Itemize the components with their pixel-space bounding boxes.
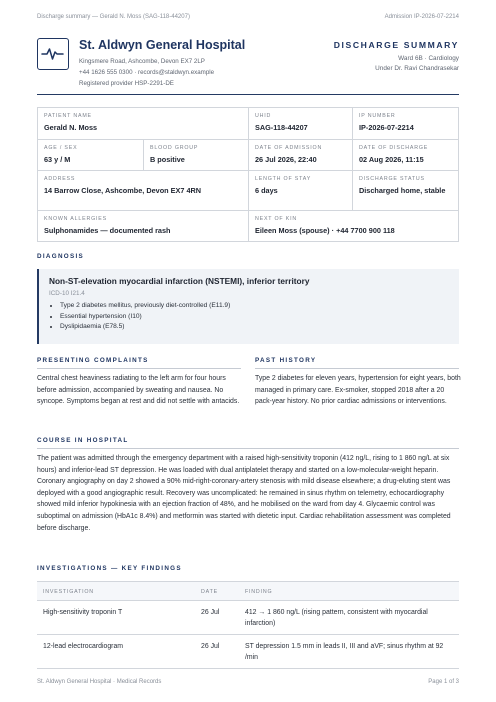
uhid-label: UHID	[255, 113, 272, 119]
hospital-logo	[37, 38, 69, 70]
past-history-rule	[255, 368, 459, 369]
length-of-stay-label: LENGTH OF STAY	[255, 176, 312, 182]
diagnosis-heading: DIAGNOSIS	[37, 253, 85, 260]
column-header-investigation: INVESTIGATION	[37, 582, 195, 601]
presenting-complaints-rule	[37, 368, 241, 369]
document-header	[37, 37, 459, 95]
investigation-date: 26 Jul	[195, 601, 239, 635]
blood-group-label: BLOOD GROUP	[150, 145, 199, 151]
hospital-name: St. Aldwyn General Hospital	[79, 38, 246, 52]
investigation-name: 12-lead electrocardiogram	[37, 635, 195, 669]
hospital-provider: Registered provider HSP-2291-DE	[79, 80, 174, 87]
allergies-cell	[38, 211, 248, 241]
blood-group-value: B positive	[150, 155, 185, 164]
patient-name-label: PATIENT NAME	[44, 113, 92, 119]
allergies-label: KNOWN ALLERGIES	[44, 216, 107, 222]
past-history-heading: PAST HISTORY	[255, 357, 317, 364]
running-header-left: Discharge summary — Gerald N. Moss (SAG-118-44207)	[37, 14, 190, 20]
footer-left: St. Aldwyn General Hospital · Medical Records	[37, 679, 162, 685]
running-header-right: Admission IP-2026-07-2214	[384, 14, 459, 20]
column-header-finding: FINDING	[239, 582, 459, 601]
ip-number-cell	[352, 108, 458, 139]
past-history-text: Type 2 diabetes for eleven years, hypertension for eight years, both managed in primary care. Ex-smoker, stopped 2018 after a 20 pack-year history. No prior cardiac admissions or interventions.	[255, 375, 461, 406]
admission-date-label: DATE OF ADMISSION	[255, 145, 323, 151]
uhid-cell	[248, 108, 352, 139]
blood-group-cell	[143, 140, 248, 170]
next-of-kin-cell	[248, 211, 458, 241]
length-of-stay-value: 6 days	[255, 186, 278, 195]
admission-date-value: 26 Jul 2026, 22:40	[255, 155, 317, 164]
discharge-status-value: Discharged home, stable	[359, 186, 446, 195]
age-sex-label: AGE / SEX	[44, 145, 78, 151]
course-rule	[37, 448, 459, 449]
investigation-finding: ST depression 1.5 mm in leads II, III and aVF; sinus rhythm at 92 /min	[239, 635, 459, 669]
patient-name-cell	[38, 108, 248, 139]
diagnosis-box	[37, 269, 459, 344]
heartbeat-icon	[41, 42, 64, 65]
address-cell	[38, 171, 248, 210]
investigation-date: 26 Jul	[195, 635, 239, 669]
running-header	[37, 14, 459, 20]
discharge-date-cell	[352, 140, 458, 170]
discharge-date-value: 02 Aug 2026, 11:15	[359, 155, 424, 164]
discharge-date-label: DATE OF DISCHARGE	[359, 145, 429, 151]
uhid-value: SAG-118-44207	[255, 123, 308, 132]
allergies-value: Sulphonamides — documented rash	[44, 226, 171, 235]
next-of-kin-value: Eileen Moss (spouse) · +44 7700 900 118	[255, 226, 395, 235]
age-sex-cell	[38, 140, 143, 170]
address-value: 14 Barrow Close, Ashcombe, Devon EX7 4RN	[44, 186, 202, 195]
secondary-diagnosis-list	[49, 301, 449, 333]
hospital-contact: +44 1626 555 0300 · records@staldwyn.example	[79, 69, 215, 76]
discharge-status-cell	[352, 171, 458, 210]
length-of-stay-cell	[248, 171, 352, 210]
ward-line: Ward 6B · Cardiology	[398, 55, 459, 62]
column-header-date: DATE	[195, 582, 239, 601]
course-heading: COURSE IN HOSPITAL	[37, 437, 129, 444]
investigation-finding: 412 → 1 860 ng/L (rising pattern, consistent with myocardial infarction)	[239, 601, 459, 635]
investigations-heading: INVESTIGATIONS — KEY FINDINGS	[37, 565, 182, 572]
investigation-name: High-sensitivity troponin T	[37, 601, 195, 635]
admission-date-cell	[248, 140, 352, 170]
discharge-status-label: DISCHARGE STATUS	[359, 176, 425, 182]
patient-details-grid	[37, 107, 459, 242]
table-row	[37, 635, 459, 669]
table-row	[37, 601, 459, 635]
secondary-diagnosis-item: • Dyslipidaemia (E78.5)	[60, 322, 449, 333]
secondary-diagnosis-item: • Essential hypertension (I10)	[60, 312, 449, 323]
address-label: ADDRESS	[44, 176, 76, 182]
diagnosis-code: ICD-10 I21.4	[49, 290, 85, 297]
consultant-line: Under Dr. Ravi Chandrasekar	[375, 65, 459, 72]
primary-diagnosis: Non-ST-elevation myocardial infarction (NSTEMI), inferior territory	[49, 276, 310, 286]
secondary-diagnosis-item: • Type 2 diabetes mellitus, previously diet-controlled (E11.9)	[60, 301, 449, 312]
document-title: DISCHARGE SUMMARY	[333, 40, 459, 50]
patient-name-value: Gerald N. Moss	[44, 123, 98, 132]
next-of-kin-label: NEXT OF KIN	[255, 216, 297, 222]
page-number: Page 1 of 3	[428, 679, 459, 685]
course-text: The patient was admitted through the emergency department with a raised high-sensitivity troponin (412 ng/L, rising to 1 860 ng/L at six hours) and inferior-lead ST depression. He was loaded with dual antiplatelet therapy and started on a low-molecular-weight heparin. Coronary angiography on day 2 showed a 90% mid-right-coronary-artery stenosis with mild disease elsewhere; a drug-eluting stent was deployed with a good angiographic result. Recovery was uncomplicated: he remained in sinus rhythm on telemetry, echocardiography showed mild inferior hypokinesia with an ejection fraction of 48%, and he mobilised on the ward from day 4. Glycaemic control was suboptimal on admission (HbA1c 8.4%) and metformin was started with dietetic input. Cardiac rehabilitation assessment was completed before discharge.	[37, 455, 451, 532]
ip-number-value: IP-2026-07-2214	[359, 123, 414, 132]
running-footer	[37, 679, 459, 685]
investigations-table	[37, 581, 459, 669]
age-sex-value: 63 y / M	[44, 155, 71, 164]
presenting-complaints-heading: PRESENTING COMPLAINTS	[37, 357, 149, 364]
hospital-address: Kingsmere Road, Ashcombe, Devon EX7 2LP	[79, 58, 205, 65]
presenting-complaints-text: Central chest heaviness radiating to the left arm for four hours before admission, accompanied by sweating and nausea. No syncope. Symptoms began at rest and did not settle with antacids.	[37, 375, 240, 406]
table-header-row	[37, 582, 459, 601]
ip-number-label: IP NUMBER	[359, 113, 396, 119]
